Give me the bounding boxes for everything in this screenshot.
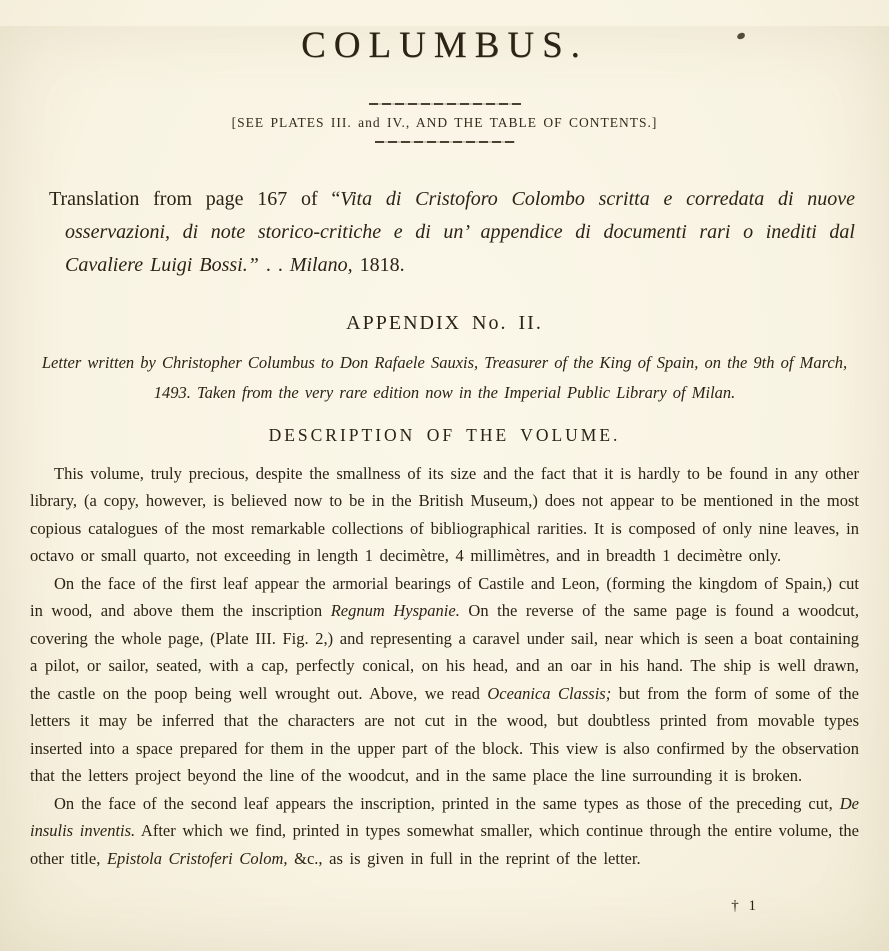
page-body xyxy=(0,26,889,872)
divider-rule-bottom xyxy=(375,141,515,143)
body-paragraph: On the face of the second leaf appears the inscription, printed in the same types as those of the preceding cut, De insulis inventis. After which we find, printed in types somewhat smaller, which continue through the entire volume, the other title, Epistola Cristoferi Colom, &c., as is given in full in the reprint of the letter. xyxy=(30,793,859,868)
letter-description-note: Letter written by Christopher Columbus to Don Rafaele Sauxis, Treasurer of the King of Spain, on the 9th of March, 1493. Taken from the very rare edition now in the Imperial Public Library of Milan. xyxy=(41,352,848,402)
divider-rule-top xyxy=(369,103,521,105)
description-heading: DESCRIPTION OF THE VOLUME. xyxy=(268,424,621,445)
page-title: COLUMBUS. xyxy=(301,25,588,66)
translation-source-paragraph: Translation from page 167 of “Vita di Cristoforo Colombo scritta e corredata di nuove osservazioni, di note storico-critiche e di un’ appendice di documenti rari o inediti dal Cavaliere Luigi Bossi.” . . Milano, 1818. xyxy=(49,187,855,276)
body-paragraph: This volume, truly precious, despite the smallness of its size and the fact that it is hardly to be found in any other library, (a copy, however, is believed now to be in the British Museum,) does not appear to be mentioned in the most copious catalogues of the most remarkable collections of bibliographical rarities. It is composed of only nine leaves, in octavo or small quarto, not exceeding in length 1 decimètre, 4 millimètres, and in breadth 1 decimètre only. xyxy=(30,463,859,566)
description-body xyxy=(30,460,859,873)
appendix-heading: APPENDIX No. II. xyxy=(346,311,543,334)
scanned-book-page xyxy=(0,26,889,951)
signature-mark: † 1 xyxy=(731,898,759,914)
plates-reference-note: [SEE PLATES III. and IV., AND THE TABLE OF CONTENTS.] xyxy=(231,114,658,130)
body-paragraph: On the face of the first leaf appear the armorial bearings of Castile and Leon, (forming the kingdom of Spain,) cut in wood, and above them the inscription Regnum Hyspanie. On the reverse of the same page is found a woodcut, covering the whole page, (Plate III. Fig. 2,) and representing a caravel under sail, near which is seen a boat containing a pilot, or sailor, seated, with a cap, perfectly conical, on his head, and an oar in his hand. The ship is well drawn, the castle on the poop being well wrought out. Above, we read Oceanica Classis; but from the form of some of the letters it may be inferred that the characters are not cut in the wood, but doubtless printed from movable types inserted into a space prepared for them in the upper part of the block. This view is also confirmed by the observation that the letters project beyond the line of the woodcut, and in the same place the line surrounding it is broken. xyxy=(30,573,860,786)
